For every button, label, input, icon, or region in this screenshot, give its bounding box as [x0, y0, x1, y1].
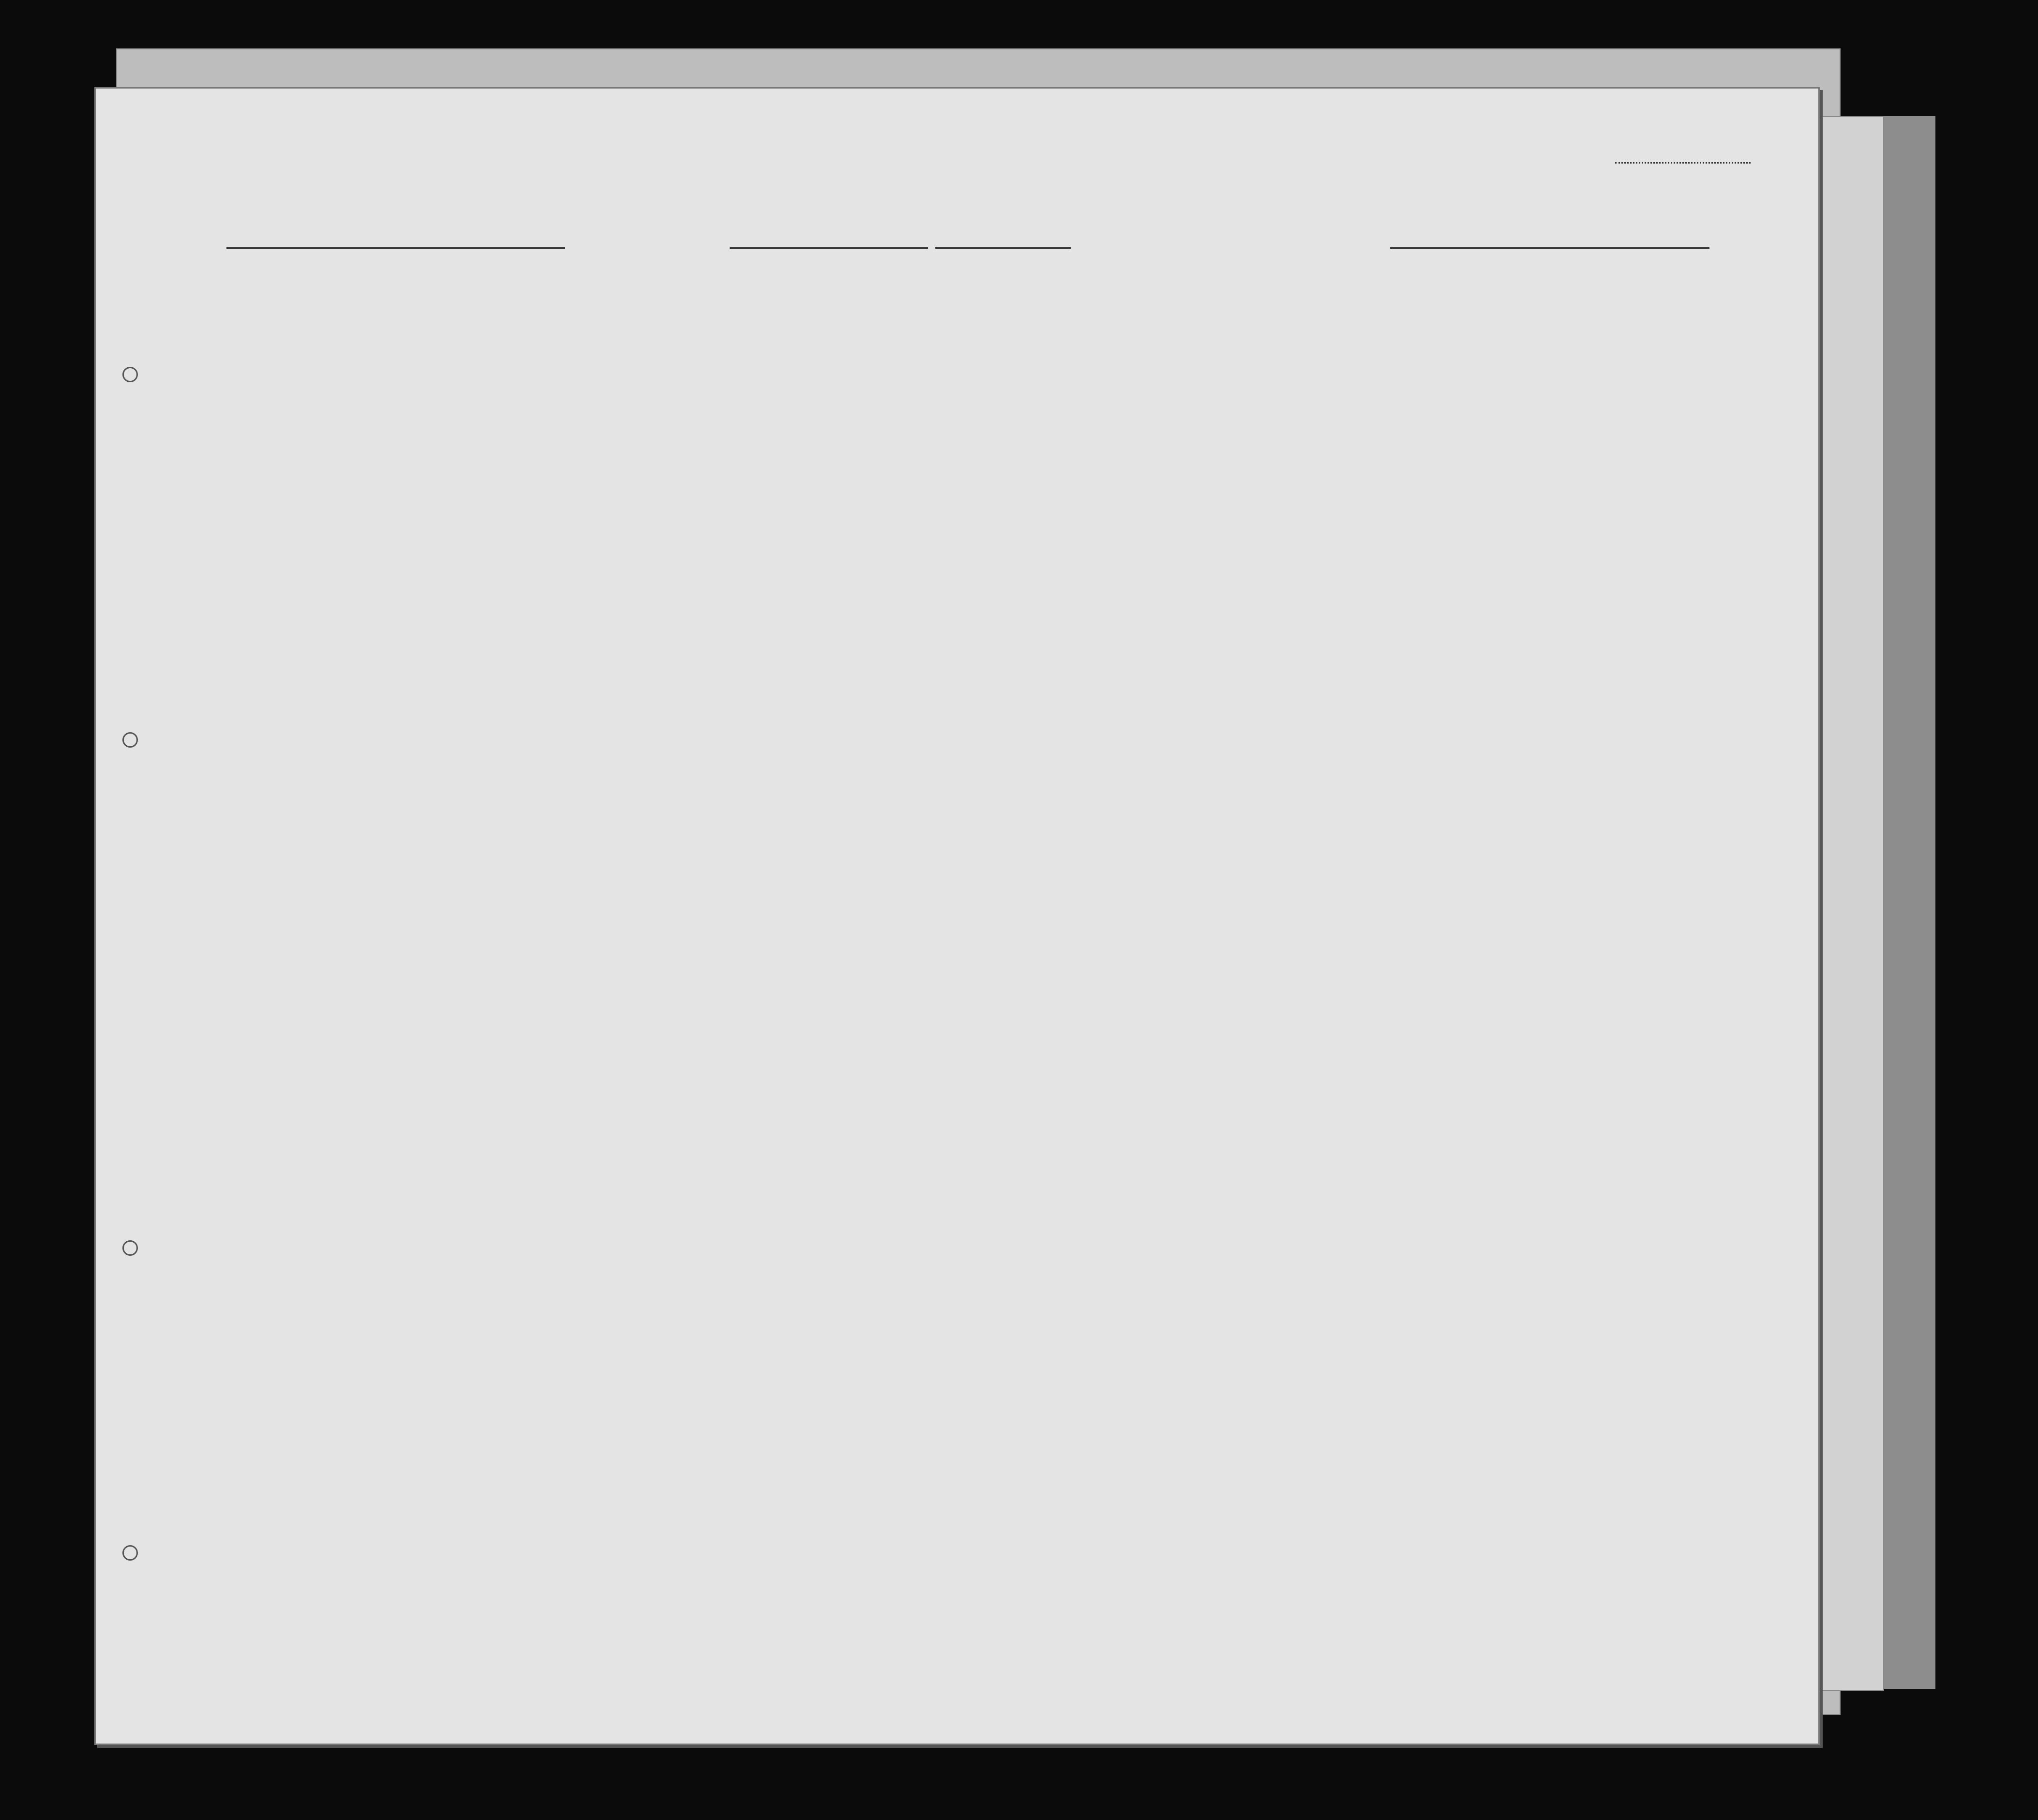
punch-hole-lower: [122, 1240, 138, 1256]
manifest-sheet: [94, 87, 1820, 1745]
arrival-line: [1390, 247, 1709, 249]
number-fill-line: [1615, 162, 1751, 164]
ship-name-line: [226, 247, 565, 249]
punch-hole-top: [122, 367, 138, 382]
punch-hole-mid: [122, 732, 138, 748]
table-grid: [96, 89, 1818, 1744]
departure-port-line: [730, 247, 928, 249]
punch-hole-bottom: [122, 1545, 138, 1561]
stacked-sheet-edge: [1819, 116, 1884, 1691]
departure-date-line: [935, 247, 1071, 249]
voyage-line: [173, 223, 1770, 252]
